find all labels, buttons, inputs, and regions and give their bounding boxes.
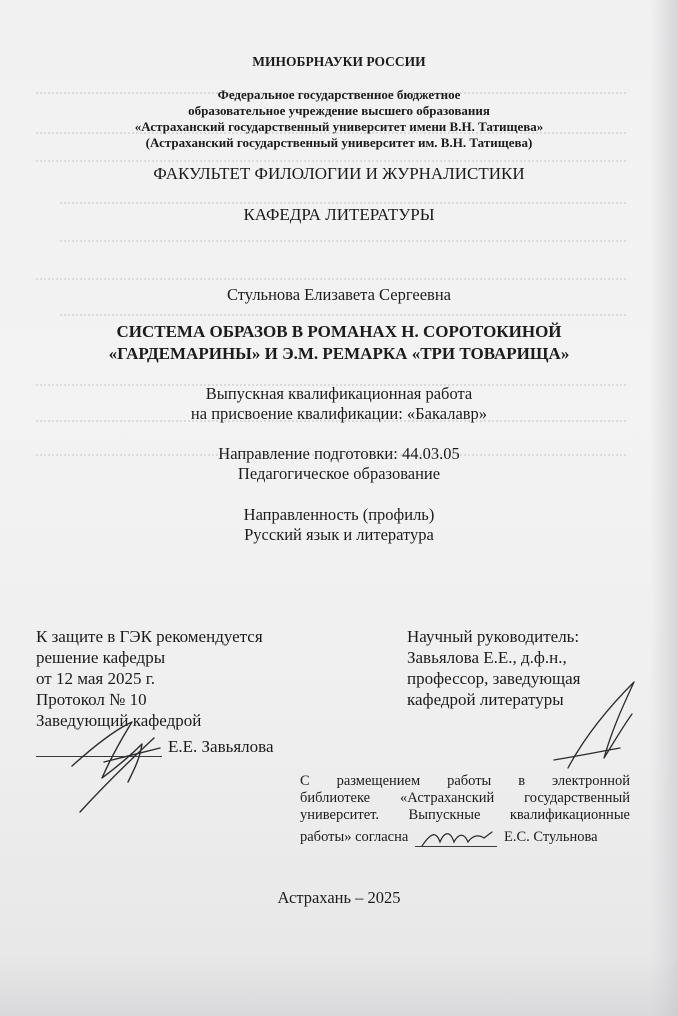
signature-author xyxy=(418,824,498,854)
page-edge-shadow xyxy=(650,0,678,1016)
consent-line: университет. Выпускные квалификационные xyxy=(300,807,630,823)
faculty-name: ФАКУЛЬТЕТ ФИЛОЛОГИИ И ЖУРНАЛИСТИКИ xyxy=(153,164,525,183)
author-name: Стульнова Елизавета Сергеевна xyxy=(227,285,451,304)
department-name: КАФЕДРА ЛИТЕРАТУРЫ xyxy=(243,205,435,224)
profile xyxy=(0,505,678,545)
thesis-title-line: «ГАРДЕМАРИНЫ» И Э.М. РЕМАРКА «ТРИ ТОВАРИЩА» xyxy=(108,344,570,363)
ministry-name: МИНОБРНАУКИ РОССИИ xyxy=(252,54,426,69)
head-of-department-signer: Е.Е. Завьялова xyxy=(168,737,274,756)
city-year: Астрахань – 2025 xyxy=(277,888,401,907)
profile-line: Направленность (профиль) xyxy=(243,505,435,524)
consent-agree-text: работы» согласна xyxy=(300,829,409,845)
defense-line: К защите в ГЭК рекомендуется xyxy=(36,627,263,646)
author-short-name: Е.С. Стульнова xyxy=(504,829,598,845)
consent-line: С размещением работы в электронной xyxy=(300,773,630,789)
thesis-title-line: СИСТЕМА ОБРАЗОВ В РОМАНАХ Н. СОРОТОКИНОЙ xyxy=(116,322,562,341)
signature-head-of-department xyxy=(62,708,182,818)
organization-line: образовательное учреждение высшего образования xyxy=(188,103,490,118)
signature-supervisor xyxy=(548,668,648,778)
work-type-line: Выпускная квалификационная работа xyxy=(205,384,473,403)
library-consent xyxy=(300,773,630,824)
profile-line: Русский язык и литература xyxy=(244,525,434,544)
work-type xyxy=(0,384,678,424)
defense-line: Заведующий кафедрой xyxy=(36,711,202,730)
organization-block xyxy=(0,87,678,151)
thesis-title xyxy=(0,321,678,365)
work-type-line: на присвоение квалификации: «Бакалавр» xyxy=(190,404,488,423)
supervisor-line: кафедрой литературы xyxy=(407,690,564,709)
organization-line: Федеральное государственное бюджетное xyxy=(217,87,461,102)
training-direction-line: Педагогическое образование xyxy=(237,464,441,483)
defense-line: от 12 мая 2025 г. xyxy=(36,669,156,688)
organization-line: (Астраханский государственный университет им. В.Н. Татищева) xyxy=(145,135,533,150)
organization-line: «Астраханский государственный университет имени В.Н. Татищева» xyxy=(134,119,544,134)
supervisor-line: профессор, заведующая xyxy=(407,669,581,688)
training-direction xyxy=(0,444,678,484)
defense-line: Протокол № 10 xyxy=(36,690,147,709)
page-bottom-shadow xyxy=(0,956,678,1016)
consent-line: библиотеке «Астраханский государственный xyxy=(300,790,630,806)
supervisor-line: Научный руководитель: xyxy=(407,627,580,646)
supervisor-line: Завьялова Е.Е., д.ф.н., xyxy=(407,648,567,667)
defense-line: решение кафедры xyxy=(36,648,166,667)
training-direction-line: Направление подготовки: 44.03.05 xyxy=(218,444,460,463)
